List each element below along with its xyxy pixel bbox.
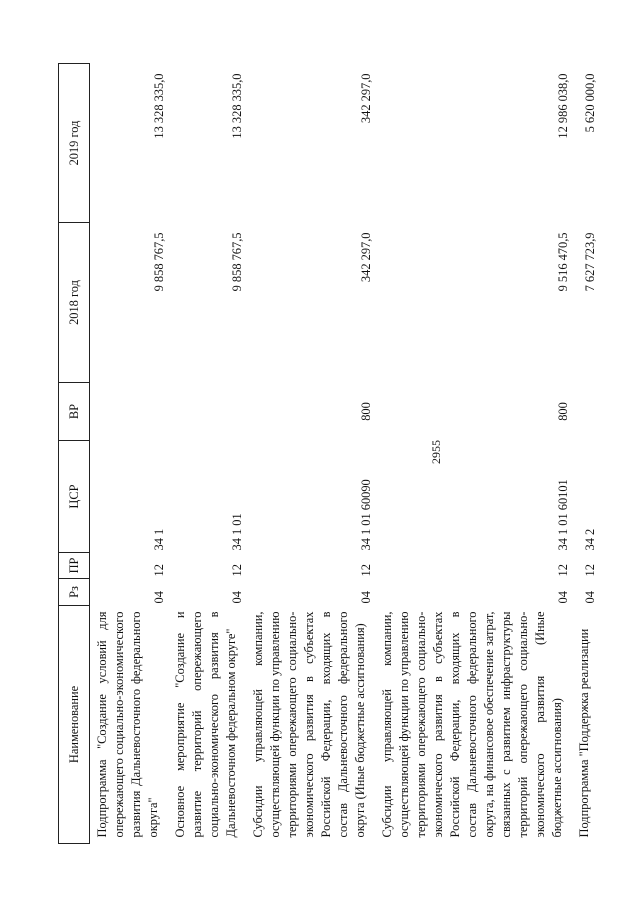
row-vr: 800 <box>556 402 570 421</box>
table-row <box>168 64 246 844</box>
table-body <box>90 64 600 844</box>
header-name: Наименование <box>59 606 90 844</box>
table-row <box>90 64 169 844</box>
row-csr: 34 2 <box>583 528 597 551</box>
header-2018: 2018 год <box>59 223 90 383</box>
header-2019: 2019 год <box>59 64 90 223</box>
row-name: Подпрограмма "Поддержка реализации <box>577 628 591 838</box>
rotated-page-content <box>58 64 597 844</box>
table-row <box>246 64 375 844</box>
row-2018: 9 858 767,5 <box>230 232 244 292</box>
row-pr: 12 <box>359 564 373 577</box>
row-csr: 34 1 <box>152 528 166 551</box>
row-2019: 12 986 038,0 <box>556 73 570 139</box>
budget-table <box>58 63 599 844</box>
row-vr: 800 <box>359 402 373 421</box>
row-pr: 12 <box>230 564 244 577</box>
row-2019: 13 328 335,0 <box>230 73 244 139</box>
row-name: Основное мероприятие "Создание и развитие территорий опережающего социально-экономического развития в Дальневосточном федеральном округе" <box>173 611 238 838</box>
row-vr <box>168 383 246 441</box>
row-rz: 04 <box>583 591 597 604</box>
row-2019: 342 297,0 <box>359 73 373 124</box>
table-row <box>572 64 599 844</box>
table-header <box>59 64 90 844</box>
row-pr: 12 <box>556 564 570 577</box>
row-name: Субсидии управляющей компании, осуществляющей функции по управлению территориями опережающего социально-экономического развития в субъектах Российской Федерации, входящих в состав Дальневосточного федерального округа, на финансовое обеспечение затрат, связанных с развитием инфраструктуры территорий опережающего социально-экономического развития (Иные бюджетные ассигнования) <box>380 611 564 838</box>
row-vr <box>572 383 599 441</box>
header-csr: ЦСР <box>59 441 90 553</box>
header-rz: Рз <box>59 579 90 606</box>
row-2018: 9 516 470,5 <box>556 232 570 292</box>
row-csr: 34 1 01 60101 <box>556 479 570 551</box>
row-csr: 34 1 01 <box>230 513 244 551</box>
table-row <box>375 64 572 844</box>
row-2018: 9 858 767,5 <box>152 232 166 292</box>
row-rz: 04 <box>556 591 570 604</box>
row-rz: 04 <box>359 591 373 604</box>
row-vr <box>90 383 169 441</box>
row-2019: 5 620 000,0 <box>583 73 597 133</box>
row-pr: 12 <box>583 564 597 577</box>
header-row <box>59 64 90 844</box>
header-pr: ПР <box>59 553 90 579</box>
row-2018: 342 297,0 <box>359 232 373 283</box>
row-name: Подпрограмма "Создание условий для опережающего социально-экономического развития Дальневосточного федерального округа" <box>95 611 160 838</box>
row-name: Субсидии управляющей компании, осуществляющей функции по управлению территориями опережающего социально-экономического развития в субъектах Российской Федерации, входящих в состав Дальневосточного федерального округа (Иные бюджетные ассигнования) <box>251 611 367 838</box>
page-number: 2955 <box>429 440 443 464</box>
row-2019: 13 328 335,0 <box>152 73 166 139</box>
row-rz: 04 <box>230 591 244 604</box>
row-pr: 12 <box>152 564 166 577</box>
header-vr: ВР <box>59 383 90 441</box>
row-csr: 34 1 01 60090 <box>359 479 373 551</box>
row-2018: 7 627 723,9 <box>583 232 597 292</box>
row-rz: 04 <box>152 591 166 604</box>
